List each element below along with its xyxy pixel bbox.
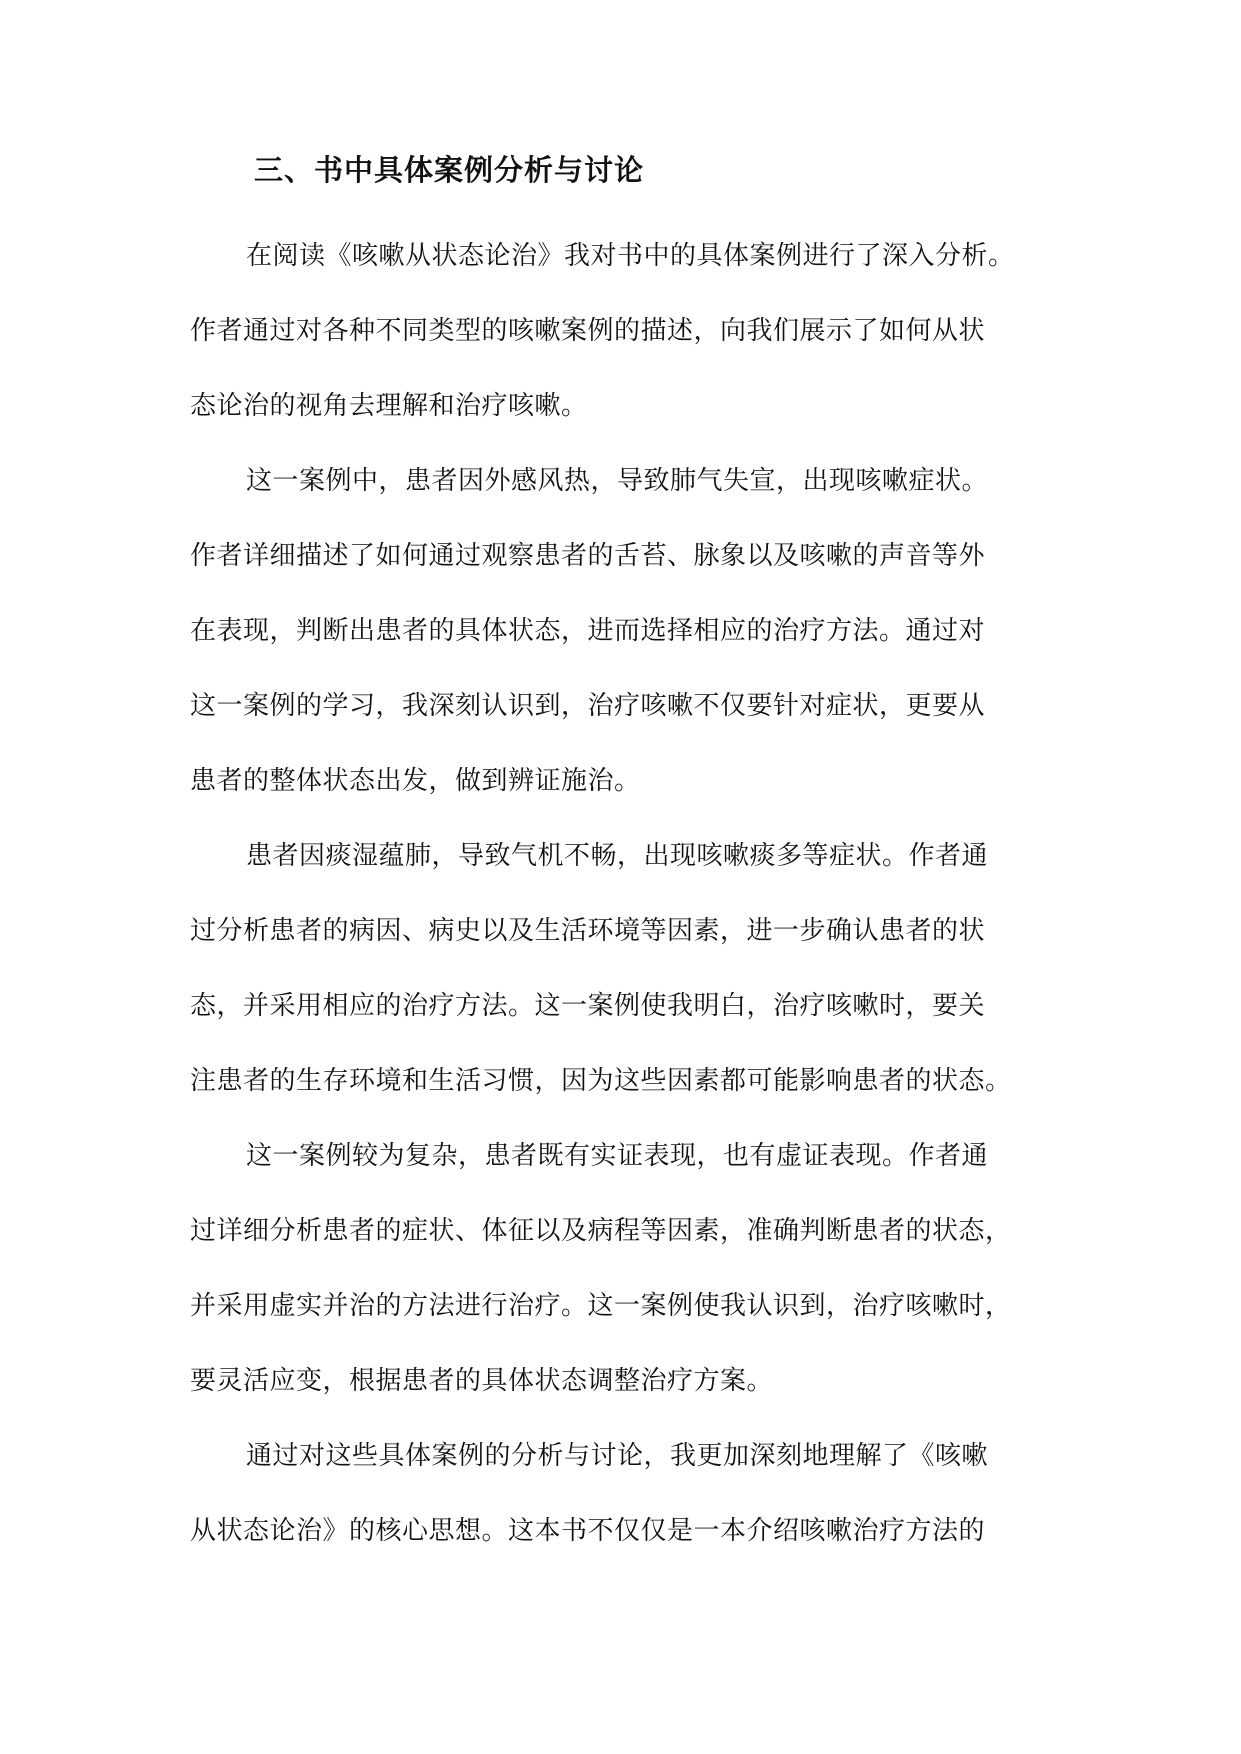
paragraph-2-line-3: 在表现，判断出患者的具体状态，进而选择相应的治疗方法。通过对 bbox=[190, 616, 986, 646]
paragraph-2-line-4: 这一案例的学习，我深刻认识到，治疗咳嗽不仅要针对症状，更要从 bbox=[190, 691, 986, 721]
paragraph-2-line-5: 患者的整体状态出发，做到辨证施治。 bbox=[190, 766, 641, 796]
paragraph-5-line-1: 通过对这些具体案例的分析与讨论，我更加深刻地理解了《咳嗽 bbox=[246, 1441, 989, 1471]
section-heading: 三、书中具体案例分析与讨论 bbox=[254, 153, 645, 187]
paragraph-2-line-1: 这一案例中，患者因外感风热，导致肺气失宣，出现咳嗽症状。 bbox=[246, 466, 989, 496]
paragraph-4-line-1: 这一案例较为复杂，患者既有实证表现，也有虚证表现。作者通 bbox=[246, 1141, 989, 1171]
paragraph-4-line-2: 过详细分析患者的症状、体征以及病程等因素，准确判断患者的状态， bbox=[190, 1216, 1012, 1246]
paragraph-5-line-2: 从状态论治》的核心思想。这本书不仅仅是一本介绍咳嗽治疗方法的 bbox=[190, 1516, 986, 1546]
paragraph-3-line-2: 过分析患者的病因、病史以及生活环境等因素，进一步确认患者的状 bbox=[190, 916, 986, 946]
paragraph-1-line-1: 在阅读《咳嗽从状态论治》我对书中的具体案例进行了深入分析。 bbox=[246, 241, 1015, 271]
paragraph-1-line-2: 作者通过对各种不同类型的咳嗽案例的描述，向我们展示了如何从状 bbox=[190, 316, 986, 346]
paragraph-1-line-3: 态论治的视角去理解和治疗咳嗽。 bbox=[190, 391, 588, 421]
paragraph-3-line-1: 患者因痰湿蕴肺，导致气机不畅，出现咳嗽痰多等症状。作者通 bbox=[246, 841, 989, 871]
paragraph-3-line-4: 注患者的生存环境和生活习惯，因为这些因素都可能影响患者的状态。 bbox=[190, 1066, 1012, 1096]
paragraph-4-line-4: 要灵活应变，根据患者的具体状态调整治疗方案。 bbox=[190, 1366, 774, 1396]
paragraph-4-line-3: 并采用虚实并治的方法进行治疗。这一案例使我认识到，治疗咳嗽时， bbox=[190, 1291, 1012, 1321]
paragraph-3-line-3: 态，并采用相应的治疗方法。这一案例使我明白，治疗咳嗽时，要关 bbox=[190, 991, 986, 1021]
paragraph-2-line-2: 作者详细描述了如何通过观察患者的舌苔、脉象以及咳嗽的声音等外 bbox=[190, 541, 986, 571]
